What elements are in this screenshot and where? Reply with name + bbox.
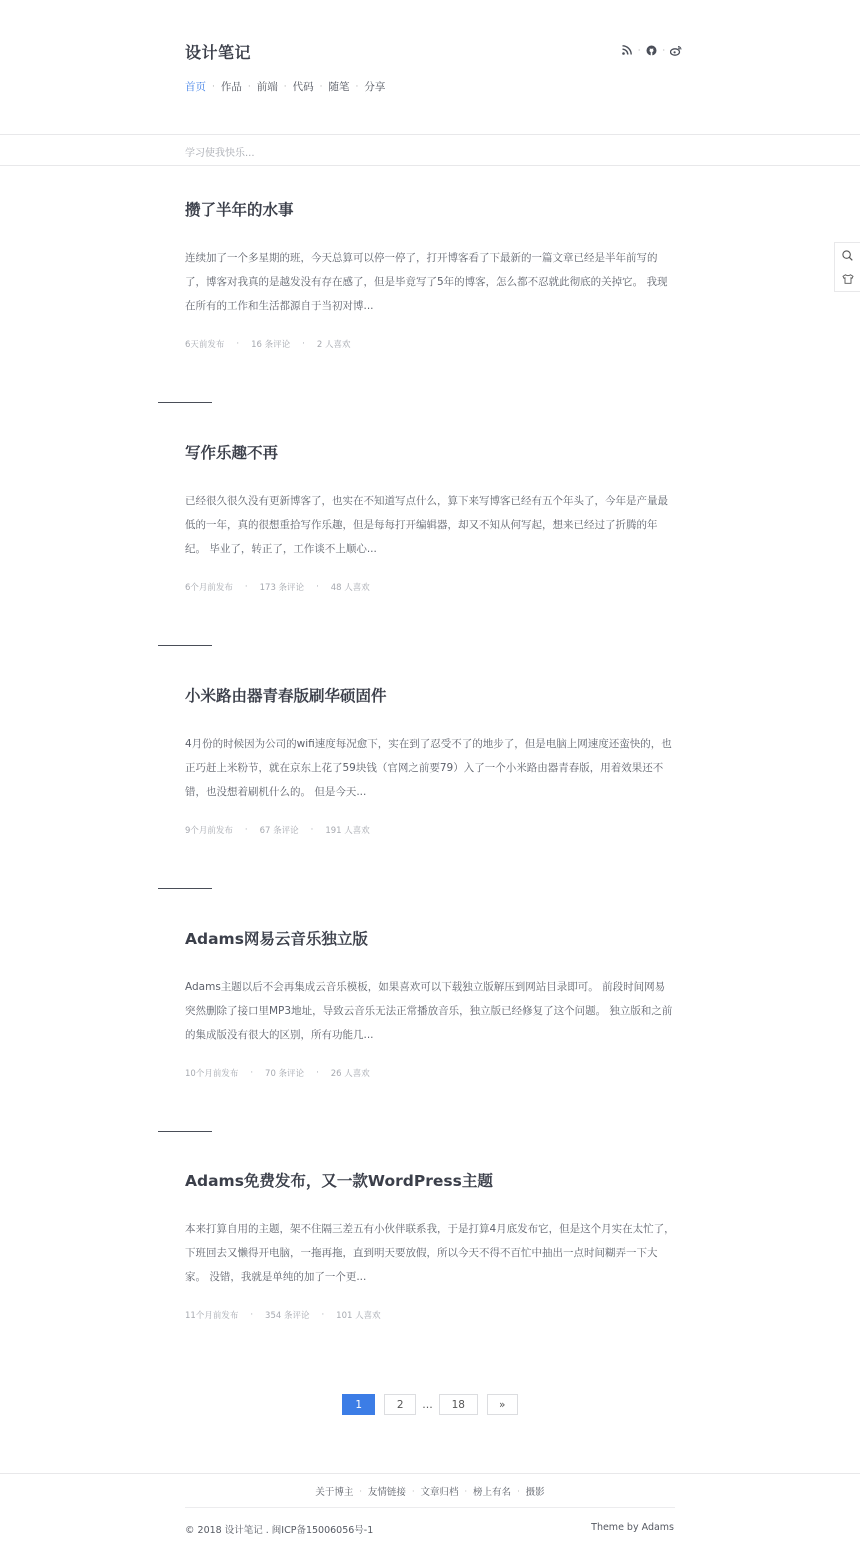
post-meta [185,824,675,836]
copyright [185,1522,373,1536]
post-comments[interactable]: 16 条评论 [251,340,291,350]
meta-separator: · [236,339,240,349]
page-next-button[interactable]: » [487,1394,518,1415]
main-nav [185,79,385,94]
footer-separator: · [411,1486,415,1496]
meta-separator: · [321,1310,325,1320]
post-likes[interactable]: 191 人喜欢 [325,826,370,836]
post-title[interactable]: 攒了半年的水事 [185,201,294,219]
post-time: 9个月前发布 [185,826,233,836]
skin-icon[interactable] [835,267,860,291]
post-title[interactable]: Adams免费发布，又一款WordPress主题 [185,1172,493,1190]
post-time: 10个月前发布 [185,1069,239,1079]
nav-separator: · [247,81,251,92]
post-title[interactable]: Adams网易云音乐独立版 [185,930,368,948]
theme-credit-prefix: Theme by [591,1522,642,1533]
post-item [185,686,675,836]
post-excerpt: 4月份的时候因为公司的wifi速度每况愈下，实在到了忍受不了的地步了，但是电脑上网速度还蛮快的，也正巧赶上米粉节，就在京东上花了59块钱（官网之前要79）入了一个小米路由器青春版，用着效果还不错，也没想着刷机什么的。 但是今天... [185,738,672,798]
post-item [185,443,675,593]
post-likes[interactable]: 2 人喜欢 [316,340,351,350]
nav-item-home[interactable]: 首页 [185,81,206,93]
post-meta [185,1067,675,1079]
meta-separator: · [310,825,314,835]
post-excerpt: 已经很久很久没有更新博客了，也实在不知道写点什么，算下来写博客已经有五个年头了，今年是产量最低的一年，真的很想重拾写作乐趣，但是每每打开编辑器，却又不知从何写起，想来已经过了折腾的年纪。 毕业了，转正了，工作谈不上顺心... [185,495,668,555]
post-divider [158,402,212,403]
footer-link-archive[interactable]: 文章归档 [420,1487,459,1498]
post-comments[interactable]: 354 条评论 [265,1311,310,1321]
slogan-bar [0,135,860,166]
theme-author-link[interactable]: Adams [641,1522,674,1533]
site-footer [0,1473,860,1550]
nav-item-share[interactable]: 分享 [364,81,386,93]
footer-separator: · [517,1486,520,1496]
nav-separator: · [355,81,359,92]
meta-separator: · [316,1068,319,1078]
search-icon[interactable] [835,243,860,267]
social-separator: · [662,45,665,55]
post-time: 6天前发布 [185,340,225,350]
github-icon[interactable] [645,44,657,56]
footer-separator: · [464,1486,468,1496]
footer-link-about[interactable]: 关于博主 [315,1487,354,1498]
post-meta [185,338,675,350]
post-item [185,929,675,1079]
footer-link-friends[interactable]: 友情链接 [367,1487,406,1498]
post-likes[interactable]: 48 人喜欢 [330,583,370,593]
post-likes[interactable]: 26 人喜欢 [330,1069,370,1079]
post-excerpt: Adams主题以后不会再集成云音乐模板，如果喜欢可以下载独立版解压到网站目录即可。 前段时间网易突然删除了接口里MP3地址，导致云音乐无法正常播放音乐，独立版已经修复了这个问题。 独立版和之前的集成版没有很大的区别，所有功能几... [185,981,673,1041]
post-excerpt: 本来打算自用的主题，架不住隔三差五有小伙伴联系我，于是打算4月底发布它，但是这个月实在太忙了，下班回去又懒得开电脑，一拖再拖，直到明天要放假，所以今天不得不百忙中抽出一点时间糊弄一下大家。 没错，我就是单纯的加了一个更... [185,1223,675,1283]
social-separator: · [637,45,641,55]
post-time: 11个月前发布 [185,1311,239,1321]
post-likes[interactable]: 101 人喜欢 [336,1311,381,1321]
post-divider [158,1131,212,1132]
nav-separator: · [212,81,215,92]
site-header [0,0,860,135]
post-title[interactable]: 写作乐趣不再 [185,444,279,462]
post-comments[interactable]: 173 条评论 [259,583,305,593]
site-slogan: 学习使我快乐... [185,148,255,159]
post-divider [158,888,212,889]
social-links [621,44,682,56]
theme-credit [591,1522,674,1533]
meta-separator: · [316,582,319,592]
site-title[interactable]: 设计笔记 [185,43,252,62]
icp-link[interactable]: 闽ICP备15006056号-1 [271,1525,374,1536]
footer-link-photography[interactable]: 摄影 [525,1487,545,1498]
weibo-icon[interactable] [670,44,682,56]
meta-separator: · [250,1068,254,1078]
post-divider [158,645,212,646]
nav-separator: · [283,81,287,92]
footer-divider [185,1507,675,1508]
pagination [0,1394,860,1415]
post-item [185,1171,675,1321]
post-item [185,200,675,350]
page-ellipsis: ... [422,1398,433,1411]
nav-item-frontend[interactable]: 前端 [256,81,278,93]
meta-separator: · [244,825,248,835]
page-link[interactable]: 2 [384,1394,416,1415]
post-time: 6个月前发布 [185,583,233,593]
post-meta [185,581,675,593]
footer-link-ranking[interactable]: 榜上有名 [473,1487,512,1498]
post-title[interactable]: 小米路由器青春版刷华硕固件 [185,687,387,705]
nav-separator: · [319,81,323,92]
nav-item-code[interactable]: 代码 [292,81,314,93]
meta-separator: · [302,339,305,349]
post-comments[interactable]: 70 条评论 [265,1069,305,1079]
floating-toolbar [834,242,860,292]
copyright-text: © 2018 设计笔记 . [185,1525,272,1536]
footer-separator: · [359,1486,362,1496]
post-excerpt: 连续加了一个多星期的班，今天总算可以停一停了，打开博客看了下最新的一篇文章已经是半年前写的了，博客对我真的是越发没有存在感了，但是毕竟写了5年的博客，怎么都不忍就此彻底的关掉它。 我现在所有的工作和生活都源自于当初对博... [185,252,668,312]
nav-item-works[interactable]: 作品 [220,81,242,93]
post-comments[interactable]: 67 条评论 [259,826,299,836]
footer-links [0,1484,860,1498]
rss-icon[interactable] [621,44,633,56]
post-meta [185,1309,675,1321]
page-last[interactable]: 18 [439,1394,478,1415]
nav-item-essay[interactable]: 随笔 [328,81,350,93]
meta-separator: · [250,1310,254,1320]
page-current[interactable]: 1 [342,1394,375,1415]
meta-separator: · [244,582,248,592]
